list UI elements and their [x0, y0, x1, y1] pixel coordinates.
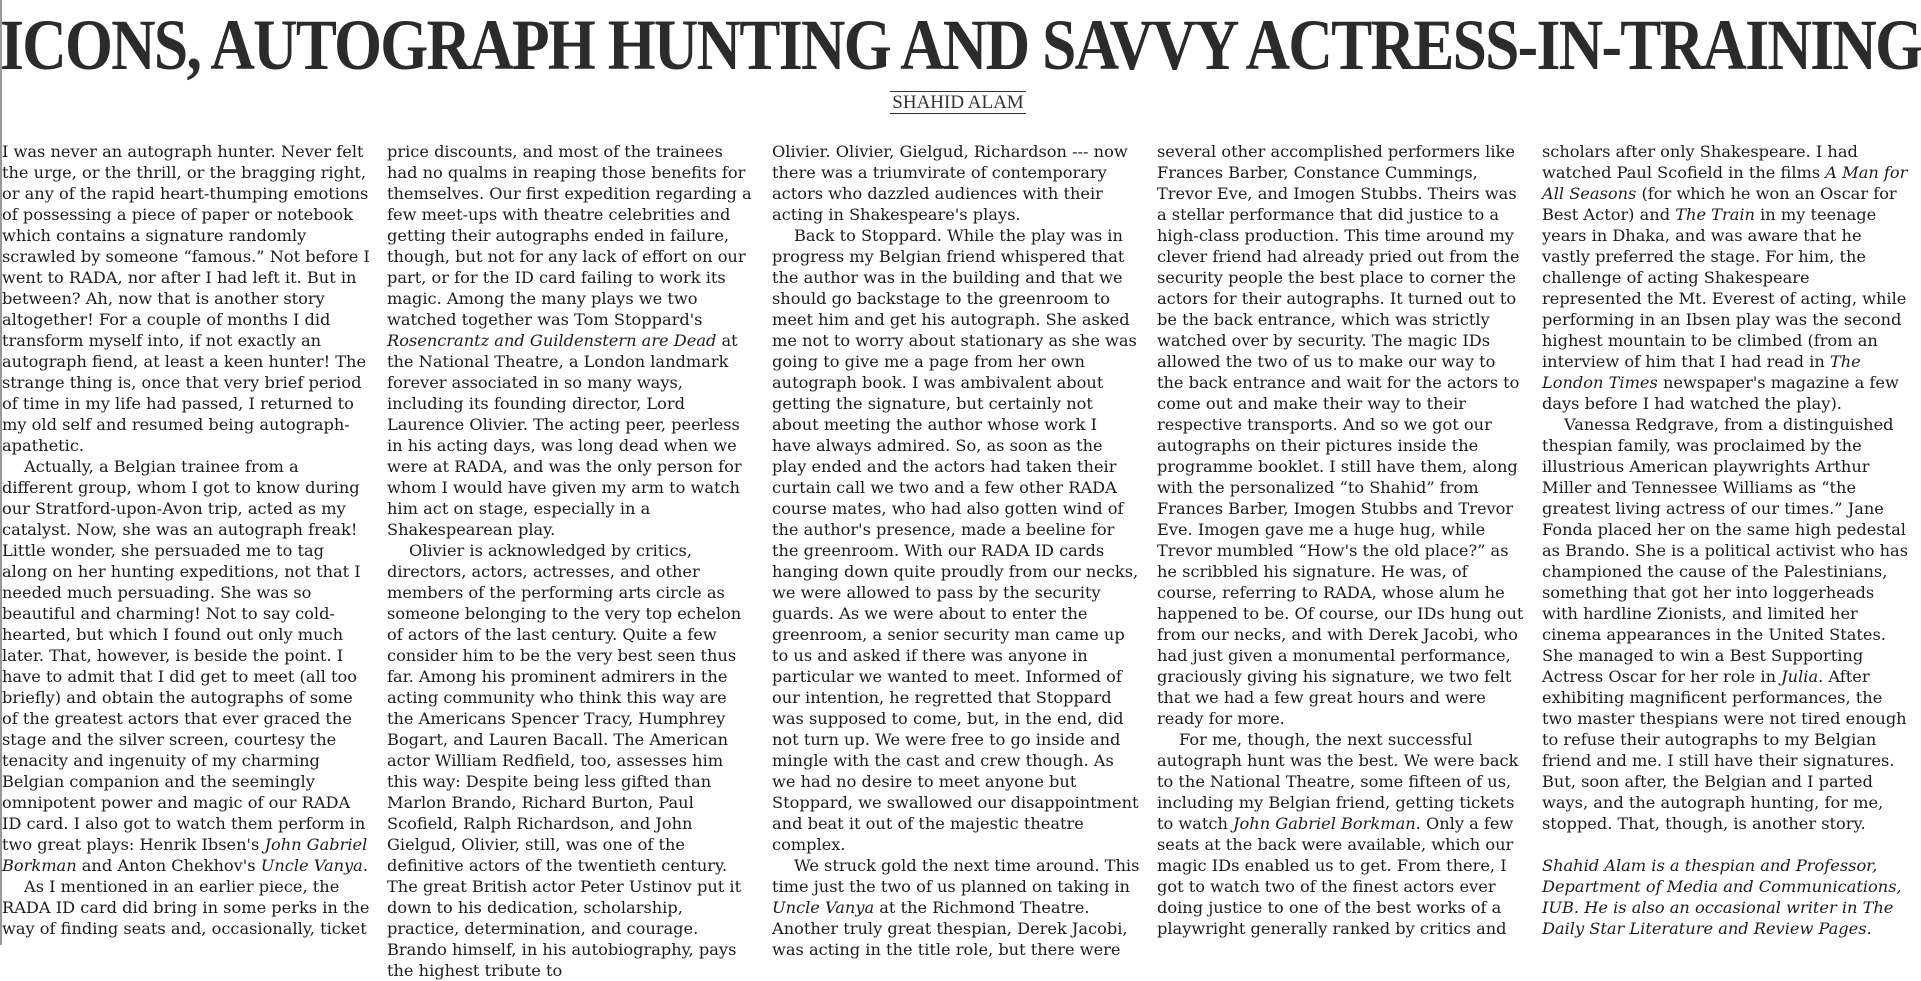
play-title: Uncle Vanya	[772, 898, 875, 917]
film-title: The Train	[1675, 205, 1755, 224]
paragraph: As I mentioned in an earlier piece, the RADA ID card did bring in some perks in the way of finding seats and, occasionally, ticket	[2, 877, 370, 938]
publication-title: The London Times	[1542, 352, 1861, 392]
headline: ICONS, AUTOGRAPH HUNTING AND SAVVY ACTRESS-IN-TRAINING	[0, 5, 1921, 85]
paragraph	[772, 855, 1140, 960]
text: at the Richmond Theatre. Another truly great thespian, Derek Jacobi, was acting in the title role, but there were	[772, 898, 1128, 959]
paragraph	[1157, 729, 1525, 939]
text: Vanessa Redgrave, from a distinguished thespian family, was proclaimed by the illustrious American playwrights Arthur Miller and Tennessee Williams as “the greatest living actress of our times.” Jane Fonda placed her on the same high pedestal as Brando. She is a political activist who has championed the cause of the Palestinians, something that got her into loggerheads with hardline Zionists, and limited her cinema appearances in the United States. She managed to win a Best Supporting Actress Oscar for her role in	[1542, 415, 1909, 686]
text: . Only a few seats at the back were available, which our magic IDs enabled us to get. From there, I got to watch two of the finest actors ever doing justice to one of the best works of a playwright generally ranked by critics and	[1157, 814, 1514, 938]
text: scholars after only Shakespeare. I had watched Paul Scofield in the films	[1542, 142, 1858, 182]
paragraph	[1542, 414, 1910, 834]
text: at the National Theatre, a London landmark forever associated in so many ways, including its founding director, Lord Laurence Olivier. The acting peer, peerless in his acting days, was long dead when we were at RADA, and was the only person for whom I would have given my arm to watch him act on stage, especially in a Shakespearean play.	[387, 331, 742, 539]
byline-author: SHAHID ALAM	[892, 92, 1024, 113]
paragraph	[387, 141, 755, 540]
text: (for which he won an Oscar for Best Actor) and	[1542, 184, 1897, 224]
film-title: A Man for All Seasons	[1542, 163, 1908, 203]
column-5	[1542, 141, 1910, 943]
text: price discounts, and most of the trainees had no qualms in reaping those benefits for themselves. Our first expedition regarding a few meet-ups with theatre celebrities and getting their autographs ended in failure, though, but not for any lack of effort on our part, or for the ID card failing to work its magic. Among the many plays we two watched together was Tom Stoppard's	[387, 142, 752, 329]
text: .	[362, 856, 368, 875]
text: and Anton Chekhov's	[76, 856, 261, 875]
paragraph: I was never an autograph hunter. Never felt the urge, or the thrill, or the bragging right, or any of the rapid heart-thumping emotions of possessing a piece of paper or notebook which contains a signature randomly scrawled by someone “famous.” Not before I went to RADA, nor after I had left it. But in between? Ah, now that is another story altogether! For a couple of months I did transform myself into, if not exactly an autograph fiend, at least a keen hunter! The strange thing is, once that very brief period of time in my life had passed, I returned to my old self and resumed being autograph-apathetic.	[2, 142, 370, 455]
text: For me, though, the next successful autograph hunt was the best. We were back to the National Theatre, some fifteen of us, including my Belgian friend, getting tickets to watch	[1157, 730, 1519, 833]
text: in my teenage years in Dhaka, and was aware that he vastly preferred the stage. For him, the challenge of acting Shakespeare represented the Mt. Everest of acting, while performing in an Ibsen play was the second highest mountain to be climbed (from an interview of him that I had read in	[1542, 205, 1907, 371]
byline	[0, 91, 1916, 114]
column-4	[1157, 141, 1525, 943]
paragraph	[2, 456, 370, 876]
paragraph: Olivier is acknowledged by critics, directors, actors, actresses, and other members of the performing arts circle as someone belonging to the very top echelon of actors of the last century. Quite a few consider him to be the very best seen thus far. Among his prominent admirers in the acting community who think this way are the Americans Spencer Tracy, Humphrey Bogart, and Lauren Bacall. The American actor William Redfield, too, assesses him this way: Despite being less gifted than Marlon Brando, Richard Burton, Paul Scofield, Ralph Richardson, and John Gielgud, Olivier, still, was one of the definitive actors of the twentieth century. The great British actor Peter Ustinov put it down to his dedication, scholarship, practice, determination, and courage. Brando himself, in his autobiography, pays the highest tribute to	[387, 541, 742, 980]
text: We struck gold the next time around. This time just the two of us planned on taking in	[772, 856, 1140, 896]
paragraph	[1542, 141, 1910, 414]
column-2	[387, 141, 755, 980]
play-title: John Gabriel Borkman	[2, 835, 368, 875]
text: Actually, a Belgian trainee from a different group, whom I got to know during our Stratford-upon-Avon trip, acted as my catalyst. Now, she was an autograph freak! Little wonder, she persuaded me to tag along on her hunting expeditions, not that I needed much persuading. She was so beautiful and charming! Not to say cold-hearted, but which I found out only much later. That, however, is beside the point. I have to admit that I did get to meet (all too briefly) and obtain the autographs of some of the greatest actors that ever graced the stage and the silver screen, courtesy the tenacity and ingenuity of my charming Belgian companion and the seemingly omnipotent power and magic of our RADA ID card. I also got to watch them perform in two great plays: Henrik Ibsen's	[2, 457, 366, 854]
column-1	[2, 141, 370, 943]
text: . After exhibiting magnificent performances, the two master thespians were not tired enough to refuse their autographs to my Belgian friend and me. I still have their signatures. But, soon after, the Belgian and I parted ways, and the autograph hunting, for me, stopped. That, though, is another story.	[1542, 667, 1907, 833]
film-title: Julia	[1781, 667, 1819, 686]
column-3	[772, 141, 1140, 959]
author-bio: Shahid Alam is a thespian and Professor, Department of Media and Communications, IUB. He is also an occasional writer in The Daily Star Literature and Review Pages.	[1542, 856, 1902, 938]
paragraph: Olivier. Olivier, Gielgud, Richardson --- now there was a triumvirate of contemporary actors who dazzled audiences with their acting in Shakespeare's plays.	[772, 142, 1128, 224]
play-title: Uncle Vanya	[260, 856, 363, 875]
play-title: John Gabriel Borkman	[1233, 814, 1416, 833]
paragraph: several other accomplished performers like Frances Barber, Constance Cummings, Trevor Eve, and Imogen Stubbs. Theirs was a stellar performance that did justice to a high-class production. This time around my clever friend had already pried out from the security people the best place to corner the actors for their autographs. It turned out to be the back entrance, which was strictly watched over by security. The magic IDs allowed the two of us to make our way to the back entrance and wait for the actors to come out and make their way to their respective transports. And so we got our autographs on their pictures inside the programme booklet. I still have them, along with the personalized “to Shahid” from Frances Barber, Imogen Stubbs and Trevor Eve. Imogen gave me a huge hug, while Trevor mumbled “How's the old place?” as he scribbled his signature. He was, of course, referring to RADA, whose alum he happened to be. Of course, our IDs hung out from our necks, and with Derek Jacobi, who had just given a monumental performance, graciously giving his signature, we two felt that we had a few great hours and were ready for more.	[1157, 142, 1524, 728]
play-title: Rosencrantz and Guildenstern are Dead	[387, 331, 717, 350]
text: newspaper's magazine a few days before I had watched the play).	[1542, 373, 1899, 413]
paragraph: Back to Stoppard. While the play was in progress my Belgian friend whispered that the author was in the building and that we should go backstage to the greenroom to meet him and get his autograph. She asked me not to worry about stationary as she was going to give me a page from her own autograph book. I was ambivalent about getting the signature, but certainly not about meeting the author whose work I have always admired. So, as soon as the play ended and the actors had taken their curtain call we two and a few other RADA course mates, who had also gotten wind of the author's presence, made a beeline for the greenroom. With our RADA ID cards hanging down quite proudly from our necks, we were allowed to pass by the security guards. As we were about to enter the greenroom, a senior security man came up to us and asked if there was anyone in particular we wanted to meet. Informed of our intention, he regretted that Stoppard was supposed to come, but, in the end, did not turn up. We were free to go inside and mingle with the cast and crew though. As we had no desire to meet anyone but Stoppard, we swallowed our disappointment and beat it out of the majestic theatre complex.	[772, 226, 1139, 854]
